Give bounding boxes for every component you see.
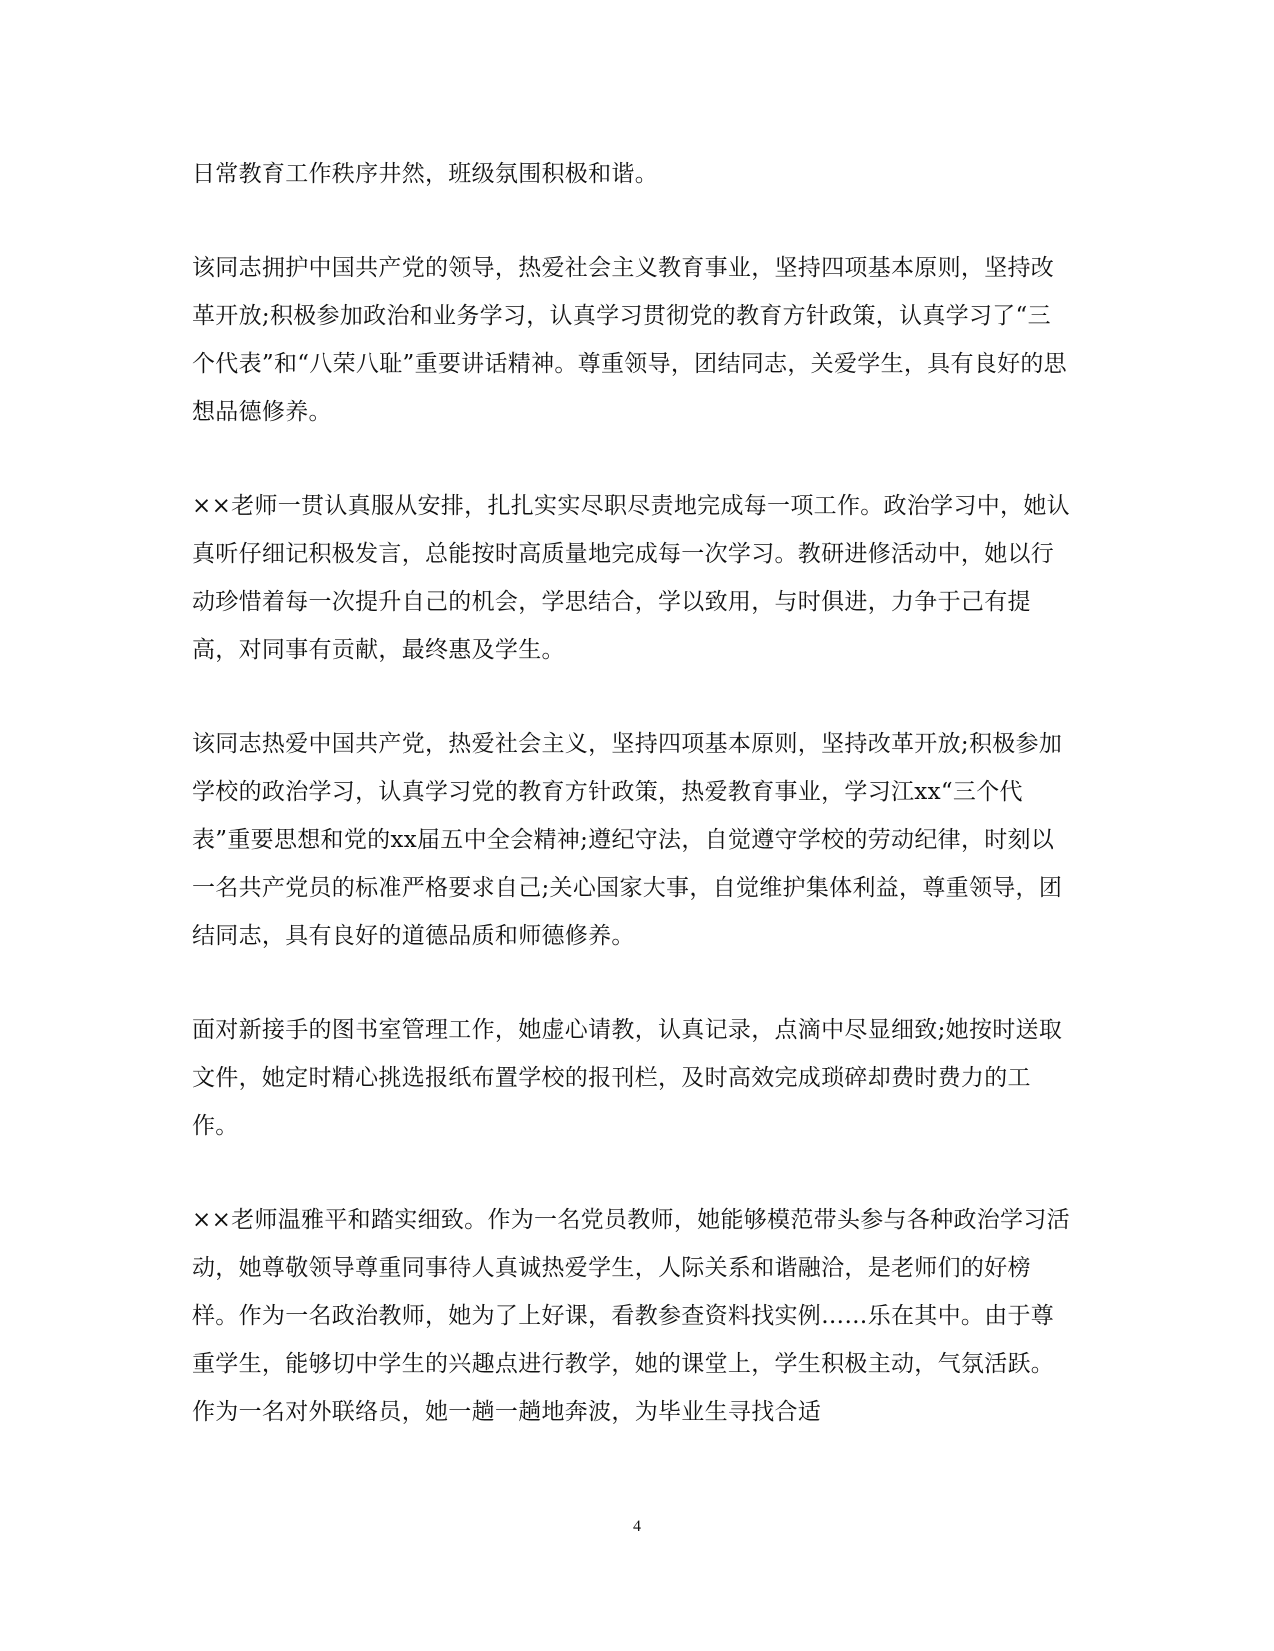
paragraph-4: 该同志热爱中国共产党，热爱社会主义，坚持四项基本原则，坚持改革开放;积极参加学校的政治学习，认真学习党的教育方针政策，热爱教育事业，学习江xx“三个代表”重要思想和党的xx届五中全会精神;遵纪守法，自觉遵守学校的劳动纪律，时刻以一名共产党员的标准严格要求自己;关心国家大事，自觉维护集体利益，尊重领导，团结同志，具有良好的道德品质和师德修养。 xyxy=(192,731,1063,949)
document-body xyxy=(192,150,1072,1482)
paragraph-2: 该同志拥护中国共产党的领导，热爱社会主义教育事业，坚持四项基本原则，坚持改革开放;积极参加政治和业务学习，认真学习贯彻党的教育方针政策，认真学习了“三个代表”和“八荣八耻”重要讲话精神。尊重领导，团结同志，关爱学生，具有良好的思想品德修养。 xyxy=(192,255,1067,425)
paragraph-6: ××老师温雅平和踏实细致。作为一名党员教师，她能够模范带头参与各种政治学习活动，她尊敬领导尊重同事待人真诚热爱学生，人际关系和谐融洽，是老师们的好榜样。作为一名政治教师，她为了上好课，看教参查资料找实例……乐在其中。由于尊重学生，能够切中学生的兴趣点进行教学，她的课堂上，学生积极主动，气氛活跃。作为一名对外联络员，她一趟一趟地奔波，为毕业生寻找合适 xyxy=(192,1207,1070,1425)
paragraph-5: 面对新接手的图书室管理工作，她虚心请教，认真记录，点滴中尽显细致;她按时送取文件，她定时精心挑选报纸布置学校的报刊栏，及时高效完成琐碎却费时费力的工作。 xyxy=(192,1017,1063,1139)
page-number: 4 xyxy=(633,1518,641,1535)
paragraph-1: 日常教育工作秩序井然，班级氛围积极和谐。 xyxy=(192,161,658,187)
paragraph-3: ××老师一贯认真服从安排，扎扎实实尽职尽责地完成每一项工作。政治学习中，她认真听仔细记积极发言，总能按时高质量地完成每一次学习。教研进修活动中，她以行动珍惜着每一次提升自己的机会，学思结合，学以致用，与时俱进，力争于己有提高，对同事有贡献，最终惠及学生。 xyxy=(192,493,1070,663)
